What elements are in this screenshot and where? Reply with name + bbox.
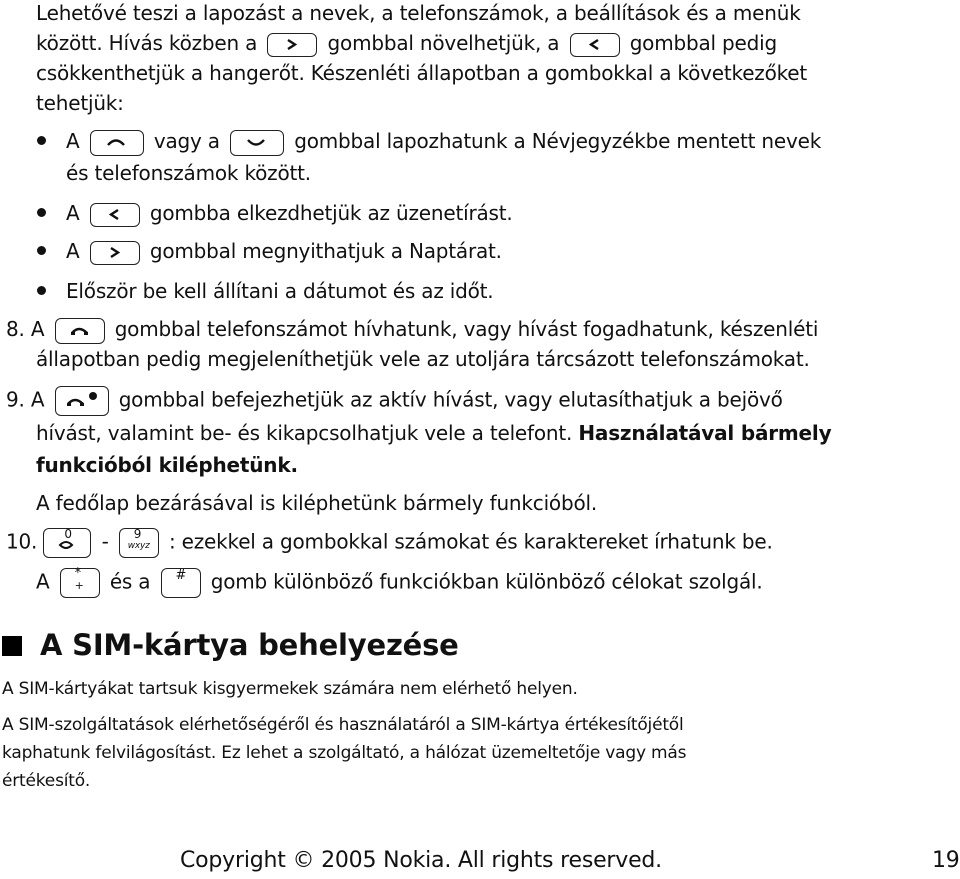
- item-number: 10.: [6, 529, 38, 554]
- bold-text: Használatával bármely: [578, 421, 832, 445]
- item-number: 9.: [6, 387, 25, 412]
- numbered-item-line: A fedőlap bezárásával is kiléphetünk bármely funkcióból.: [36, 491, 598, 515]
- section-title: A SIM-kártya behelyezése: [40, 628, 459, 662]
- call-key-icon: [55, 318, 105, 344]
- text: A: [66, 201, 80, 225]
- bullet-line: [66, 238, 502, 265]
- key-sublabel: wxyz: [127, 541, 150, 551]
- bullet-dot: [37, 208, 46, 217]
- bullet-line: és telefonszámok között.: [66, 161, 311, 185]
- text: gomb különböző funkciókban különböző célokat szolgál.: [210, 569, 763, 594]
- text: gombbal megnyithatjuk a Naptárat.: [149, 239, 502, 263]
- down-scroll-key-icon: [230, 130, 284, 156]
- text: gombbal telefonszámot hívhatunk, vagy hívást fogadhatunk, készenléti: [114, 317, 819, 341]
- section-paragraph: kaphatunk felvilágosítást. Ez lehet a szolgáltató, a hálózat üzemeltetője vagy más: [2, 743, 687, 763]
- up-scroll-key-icon: [90, 130, 144, 156]
- text: A: [30, 317, 45, 341]
- bullet-dot: [37, 286, 46, 295]
- numbered-item-line: [36, 420, 831, 446]
- text: -: [101, 529, 109, 554]
- key-label: 9: [133, 527, 142, 541]
- numbered-item-line: állapotban pedig megjeleníthetjük vele az utoljára tárcsázott telefonszámokat.: [36, 347, 810, 371]
- item-number: 8.: [6, 317, 25, 341]
- numbered-item-line: funkcióból kiléphetünk.: [36, 453, 298, 477]
- right-scroll-key-icon: [90, 241, 140, 265]
- text: hívást, valamint be- és kikapcsolhatjuk vele a telefont.: [36, 421, 573, 445]
- text: vagy a: [153, 129, 220, 153]
- paragraph-line: Lehetővé teszi a lapozást a nevek, a telefonszámok, a beállítások és a menük: [36, 1, 801, 25]
- left-scroll-key-icon: [570, 33, 620, 57]
- page-number: 19: [932, 848, 960, 873]
- numbered-item-line: [6, 316, 818, 344]
- numbered-item-line: [36, 568, 763, 598]
- zero-key-icon: [43, 528, 91, 558]
- key-label: *: [74, 566, 81, 581]
- star-key-icon: [60, 568, 100, 598]
- text: A: [66, 239, 80, 263]
- hash-key-icon: [161, 568, 201, 598]
- copyright-footer: Copyright © 2005 Nokia. All rights reserved.: [180, 848, 662, 873]
- right-scroll-key-icon: [267, 33, 317, 57]
- heading-square-icon: [2, 636, 22, 656]
- text: és a: [109, 569, 151, 594]
- bullet-line: [66, 200, 513, 227]
- text: gombbal növelhetjük, a: [327, 31, 560, 55]
- numbered-item-line: [6, 386, 783, 416]
- key-label: #: [175, 568, 187, 583]
- text: A: [30, 387, 45, 412]
- section-paragraph: A SIM-kártyákat tartsuk kisgyermekek számára nem elérhető helyen.: [2, 679, 578, 699]
- bullet-line: [66, 128, 821, 156]
- numbered-item-line: [6, 528, 773, 558]
- paragraph-line: tehetjük:: [36, 91, 124, 115]
- left-scroll-key-icon: [90, 203, 140, 227]
- key-sublabel: +: [74, 579, 84, 592]
- paragraph-line: csökkenthetjük a hangerőt. Készenléti állapotban a gombokkal a következőket: [36, 61, 808, 85]
- key-label: 0: [64, 527, 72, 541]
- text: A: [66, 129, 80, 153]
- text: : ezekkel a gombokkal számokat és karaktereket írhatunk be.: [168, 529, 773, 554]
- text: gombbal lapozhatunk a Névjegyzékbe mentett nevek: [294, 129, 822, 153]
- text: között. Hívás közben a: [36, 31, 258, 55]
- nine-key-icon: [119, 528, 159, 558]
- section-paragraph: értékesítő.: [2, 771, 91, 791]
- text: gombbal befejezhetjük az aktív hívást, vagy elutasíthatjuk a bejövő: [118, 387, 783, 412]
- text: A: [36, 569, 50, 594]
- bullet-line: Először be kell állítani a dátumot és az időt.: [66, 279, 494, 303]
- text: gombba elkezdhetjük az üzenetírást.: [149, 201, 513, 225]
- section-paragraph: A SIM-szolgáltatások elérhetőségéről és használatáról a SIM-kártya értékesítőjétől: [2, 715, 684, 735]
- text: gombbal pedig: [629, 31, 778, 55]
- end-power-key-icon: [55, 386, 109, 416]
- bullet-dot: [37, 246, 46, 255]
- bullet-dot: [37, 136, 46, 145]
- paragraph-line: [36, 30, 777, 57]
